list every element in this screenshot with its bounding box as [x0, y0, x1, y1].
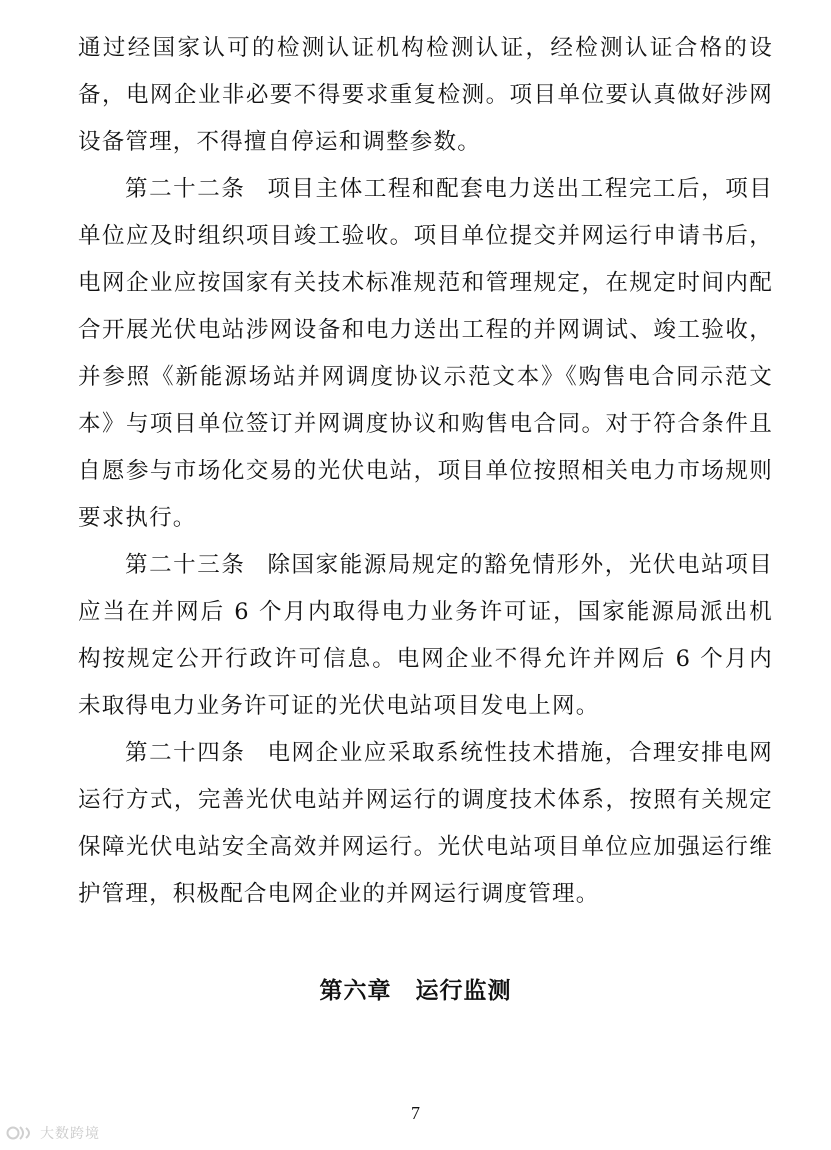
document-body: [78, 25, 773, 918]
article-24: [78, 730, 773, 918]
article-22: [78, 166, 773, 542]
brand-logo-icon: [6, 1122, 36, 1144]
page-number: 7: [411, 1103, 420, 1123]
chapter-title: 第六章 运行监测: [319, 978, 512, 1004]
article-23: [78, 542, 773, 730]
watermark: [6, 1120, 100, 1146]
watermark-text: 大数跨境: [40, 1126, 100, 1142]
paragraph-text: 项目主体工程和配套电力送出工程完工后，项目单位应及时组织项目竣工验收。项目单位提交并网运行申请书后，电网企业应按国家有关技术标准规范和管理规定，在规定时间内配合开展光伏电站涉网设备和电力送出工程的并网调试、竣工验收，并参照《新能源场站并网调度协议示范文本》《购售电合同示范文本》与项目单位签订并网调度协议和购售电合同。对于符合条件且自愿参与市场化交易的光伏电站，项目单位按照相关电力市场规则要求执行。: [78, 176, 773, 531]
paragraph-text: 通过经国家认可的检测认证机构检测认证，经检测认证合格的设备，电网企业非必要不得要求重复检测。项目单位要认真做好涉网设备管理，不得擅自停运和调整参数。: [78, 35, 773, 155]
article-number: 第二十三条: [125, 552, 246, 578]
paragraph-text: 除国家能源局规定的豁免情形外，光伏电站项目应当在并网后 6 个月内取得电力业务许可证，国家能源局派出机构按规定公开行政许可信息。电网企业不得允许并网后 6 个月内未取得电力业务许可证的光伏电站项目发电上网。: [78, 552, 773, 719]
paragraph-continued: [78, 25, 773, 166]
article-number: 第二十二条: [125, 176, 246, 202]
paragraph-text: 电网企业应采取系统性技术措施，合理安排电网运行方式，完善光伏电站并网运行的调度技术体系，按照有关规定保障光伏电站安全高效并网运行。光伏电站项目单位应加强运行维护管理，积极配合电网企业的并网运行调度管理。: [78, 740, 773, 907]
article-number: 第二十四条: [125, 740, 246, 766]
